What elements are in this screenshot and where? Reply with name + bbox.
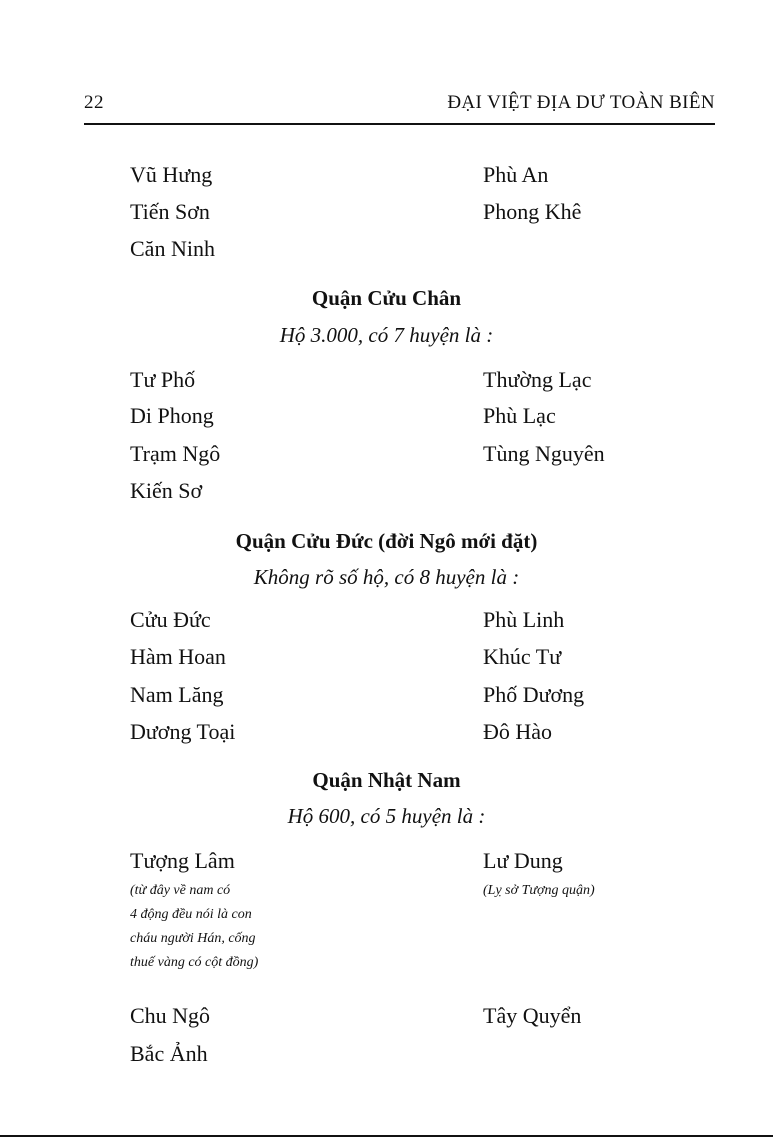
district-row <box>0 234 773 264</box>
section-title-cuu-chan: Quận Cửu Chân <box>311 286 462 310</box>
district-name-right: Tây Quyển <box>483 1003 582 1028</box>
district-row <box>0 680 773 710</box>
district-name-left: Dương Toại <box>130 719 236 744</box>
section-subtitle-nhat-nam: Hộ 600, có 5 huyện là : <box>287 804 486 828</box>
district-row <box>0 197 773 227</box>
district-name-left: Căn Ninh <box>130 236 215 261</box>
footnote-line: (Lỵ sở Tượng quận) <box>483 883 595 898</box>
district-name-left: Vũ Hưng <box>130 162 213 187</box>
district-row <box>0 1001 773 1031</box>
district-name-right: Đô Hào <box>483 719 553 744</box>
district-row <box>0 401 773 431</box>
district-name-right: Tùng Nguyên <box>483 441 605 466</box>
district-name-left: Nam Lăng <box>130 682 224 707</box>
district-row <box>0 846 773 876</box>
district-name-left: Tư Phố <box>130 367 196 392</box>
district-name-left: Chu Ngô <box>130 1003 211 1028</box>
footnote-right <box>483 879 683 903</box>
district-row <box>0 160 773 190</box>
district-name-right: Phố Dương <box>483 682 585 707</box>
district-name-right: Phù Linh <box>483 607 565 632</box>
district-row <box>0 1039 773 1069</box>
district-name-left: Trạm Ngô <box>130 441 221 466</box>
district-name-left: Kiến Sơ <box>130 478 203 503</box>
district-name-right: Phong Khê <box>483 199 582 224</box>
district-name-left: Di Phong <box>130 403 214 428</box>
running-head: ĐẠI VIỆT ĐỊA DƯ TOÀN BIÊN <box>447 92 715 113</box>
footnote-left <box>130 879 360 975</box>
district-name-right: Thường Lạc <box>483 367 592 392</box>
section-subtitle-cuu-chan: Hộ 3.000, có 7 huyện là : <box>279 323 494 347</box>
district-row <box>0 605 773 635</box>
district-name-left: Cửu Đức <box>130 607 211 632</box>
section-title-cuu-duc: Quận Cửu Đức (đời Ngô mới đặt) <box>235 529 538 553</box>
district-row <box>0 717 773 747</box>
district-row <box>0 439 773 469</box>
district-name-left: Hàm Hoan <box>130 644 226 669</box>
district-row <box>0 476 773 506</box>
footnote-line: 4 động đều nói là con <box>130 907 252 922</box>
district-name-left: Bắc Ảnh <box>130 1041 208 1066</box>
district-row <box>0 642 773 672</box>
header-rule <box>84 123 715 125</box>
page-number: 22 <box>84 92 104 113</box>
district-name-left: Tiến Sơn <box>130 199 210 224</box>
section-subtitle-cuu-duc: Không rõ số hộ, có 8 huyện là : <box>253 565 520 589</box>
footnote-line: (từ đây về nam có <box>130 883 231 898</box>
footnote-line: cháu người Hán, cống <box>130 931 256 946</box>
district-row <box>0 365 773 395</box>
district-name-left: Tượng Lâm <box>130 848 235 873</box>
section-title-nhat-nam: Quận Nhật Nam <box>312 768 461 792</box>
district-name-right: Phù Lạc <box>483 403 556 428</box>
district-name-right: Lư Dung <box>483 848 563 873</box>
district-name-right: Khúc Tư <box>483 644 562 669</box>
footnote-line: thuế vàng có cột đồng) <box>130 955 259 970</box>
district-name-right: Phù An <box>483 162 549 187</box>
